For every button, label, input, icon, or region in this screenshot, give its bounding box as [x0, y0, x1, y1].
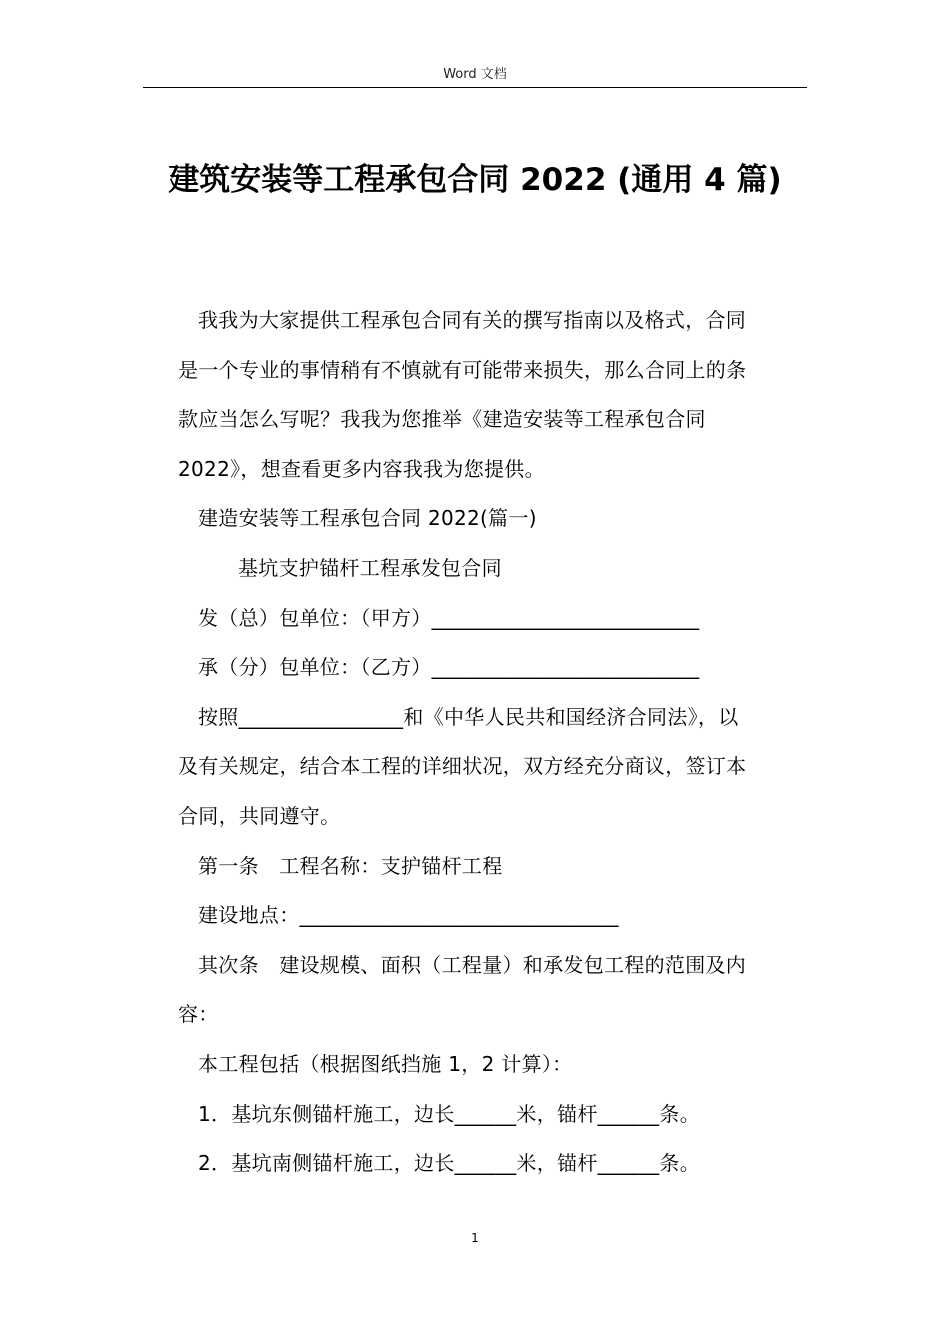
list-item: 1．基坑东侧锚杆施工，边长______米，锚杆______条。	[198, 1101, 701, 1126]
paragraph-line: 容：	[178, 1002, 219, 1027]
scope-line: 本工程包括（根据图纸挡施 1，2 计算）：	[198, 1051, 573, 1076]
construction-site-line: 建设地点：_______________________________	[198, 903, 619, 928]
article-two: 其次条 建设规模、面积（工程量）和承发包工程的范围及内	[198, 952, 747, 977]
section-heading: 建造安装等工程承包合同 2022(篇一)	[198, 506, 537, 531]
document-body	[178, 296, 806, 1189]
list-item: 2．基坑南侧锚杆施工，边长______米，锚杆______条。	[198, 1151, 701, 1176]
paragraph-line: 合同，共同遵守。	[178, 803, 341, 828]
paragraph-line: 我我为大家提供工程承包合同有关的撰写指南以及格式，合同	[198, 308, 747, 332]
article-one: 第一条 工程名称：支护锚杆工程	[198, 853, 503, 878]
paragraph-line: 按照________________和《中华人民共和国经济合同法》，以	[198, 704, 739, 729]
paragraph-line: 2022》，想查看更多内容我我为您提供。	[178, 456, 545, 481]
paragraph-line: 款应当怎么写呢？我我为您推举《建造安装等工程承包合同	[178, 407, 706, 432]
page-number: 1	[471, 1231, 479, 1245]
document-title: 建筑安装等工程承包合同 2022 (通用 4 篇)	[168, 162, 782, 198]
page-header-label: Word 文档	[443, 67, 507, 82]
header-divider	[143, 87, 807, 88]
contract-title: 基坑支护锚杆工程承发包合同	[238, 555, 502, 580]
party-b-line: 承（分）包单位：（乙方）__________________________	[198, 655, 700, 680]
party-a-line: 发（总）包单位：（甲方）__________________________	[198, 605, 700, 630]
paragraph-line: 及有关规定，结合本工程的详细状况，双方经充分商议，签订本	[178, 754, 747, 779]
paragraph-line: 是一个专业的事情稍有不慎就有可能带来损失，那么合同上的条	[178, 357, 747, 382]
